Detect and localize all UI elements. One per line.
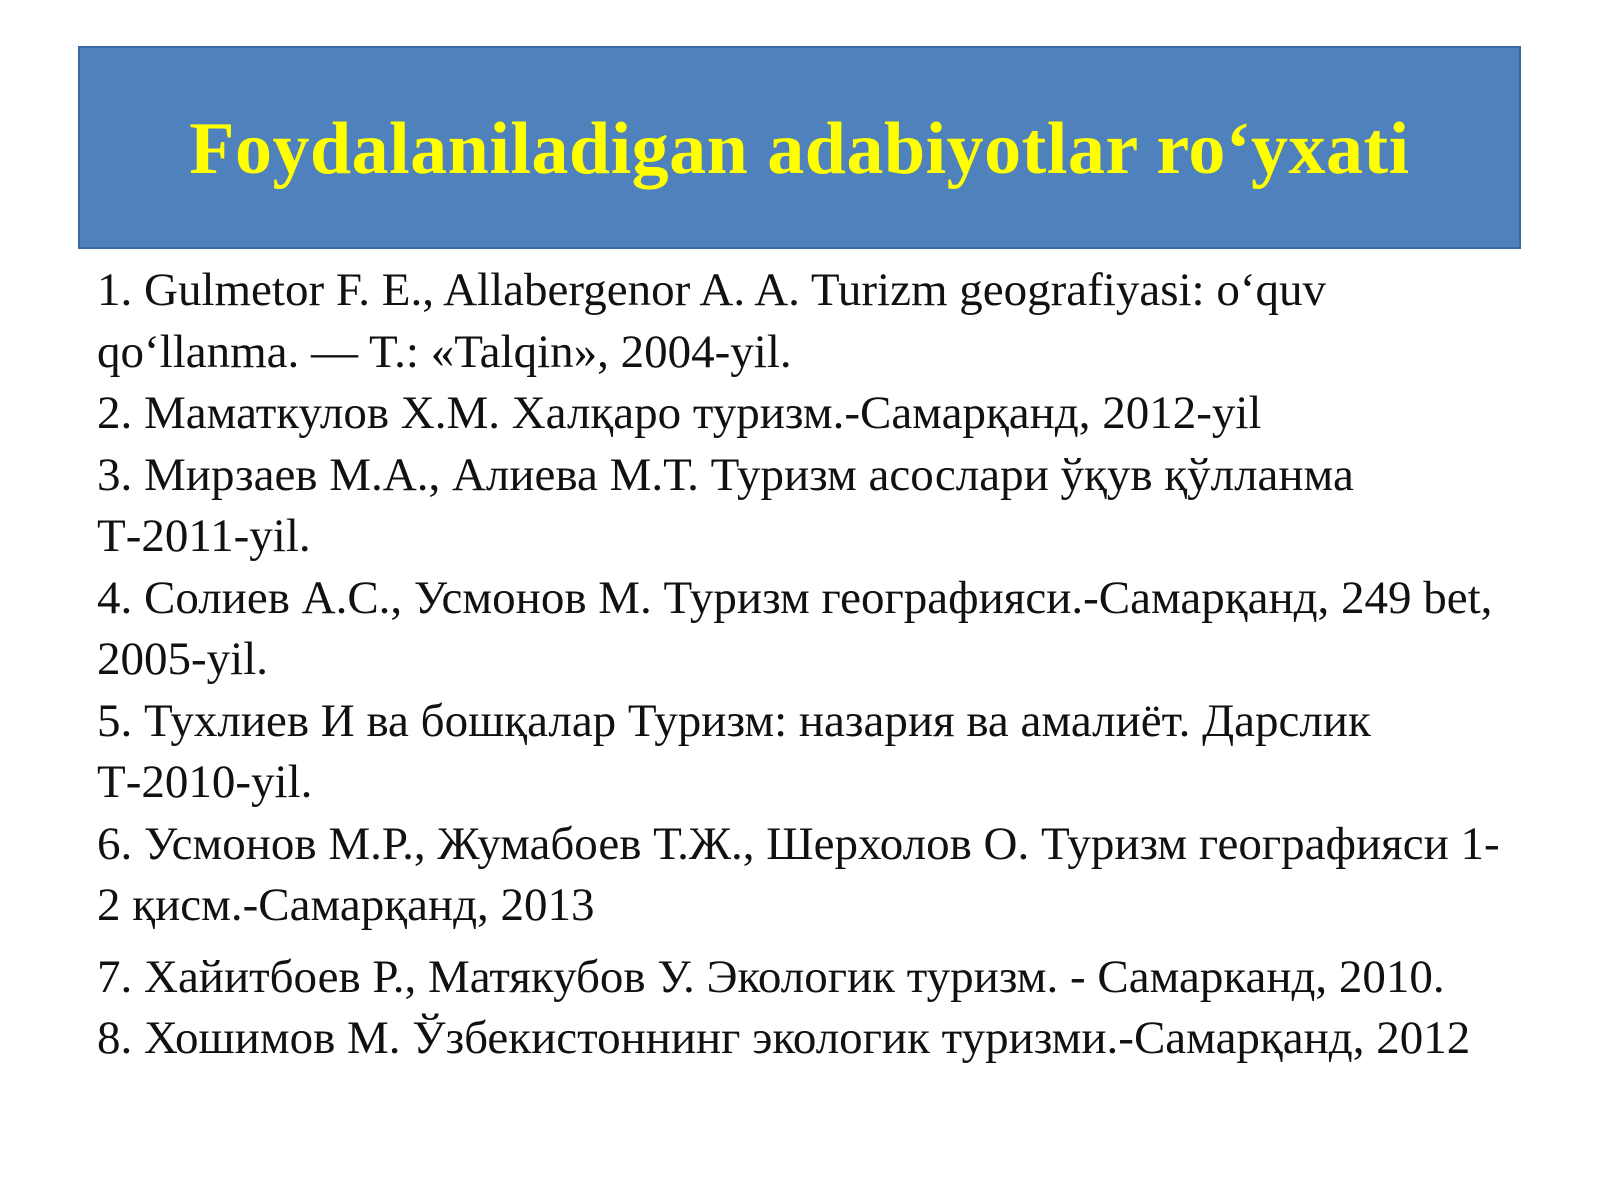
reference-item-1: 1. Gulmetor F. E., Allabergenor A. A. Turizm geografiyasi: oʻquv qoʻllanma. — T.: «Talqin», 2004-yil. <box>97 264 1326 378</box>
reference-item-4: 4. Солиев А.С., Усмонов М. Туризм географияси.-Самарқанд, 249 bet, 2005-yil. <box>97 571 1493 685</box>
reference-item-8: 8. Хошимов М. Ўзбекистоннинг экологик туризми.-Самарқанд, 2012 <box>97 1012 1471 1064</box>
title-banner <box>78 46 1521 249</box>
reference-item-2: 2. Маматкулов Х.М. Халқаро туризм.-Самарқанд, 2012-yil <box>97 387 1262 439</box>
slide-title: Foydalaniladigan adabiyotlar roʻyxati <box>189 108 1410 190</box>
reference-item-5: 5. Тухлиев И ва бошқалар Туризм: назария ва амалиёт. Дарслик Т-2010-yil. <box>97 694 1371 808</box>
reference-item-3: 3. Мирзаев М.А., Алиева М.Т. Туризм асослари ўқув қўлланма Т-2011-yil. <box>97 448 1354 562</box>
reference-item-6: 6. Усмонов М.Р., Жумабоев Т.Ж., Шерхолов О. Туризм географияси 1-2 қисм.-Самарқанд, 2013 <box>97 817 1500 931</box>
reference-list <box>97 260 1517 1070</box>
reference-item-7: 7. Хайитбоев Р., Матякубов У. Экологик туризм. - Самарканд, 2010. <box>97 950 1445 1003</box>
